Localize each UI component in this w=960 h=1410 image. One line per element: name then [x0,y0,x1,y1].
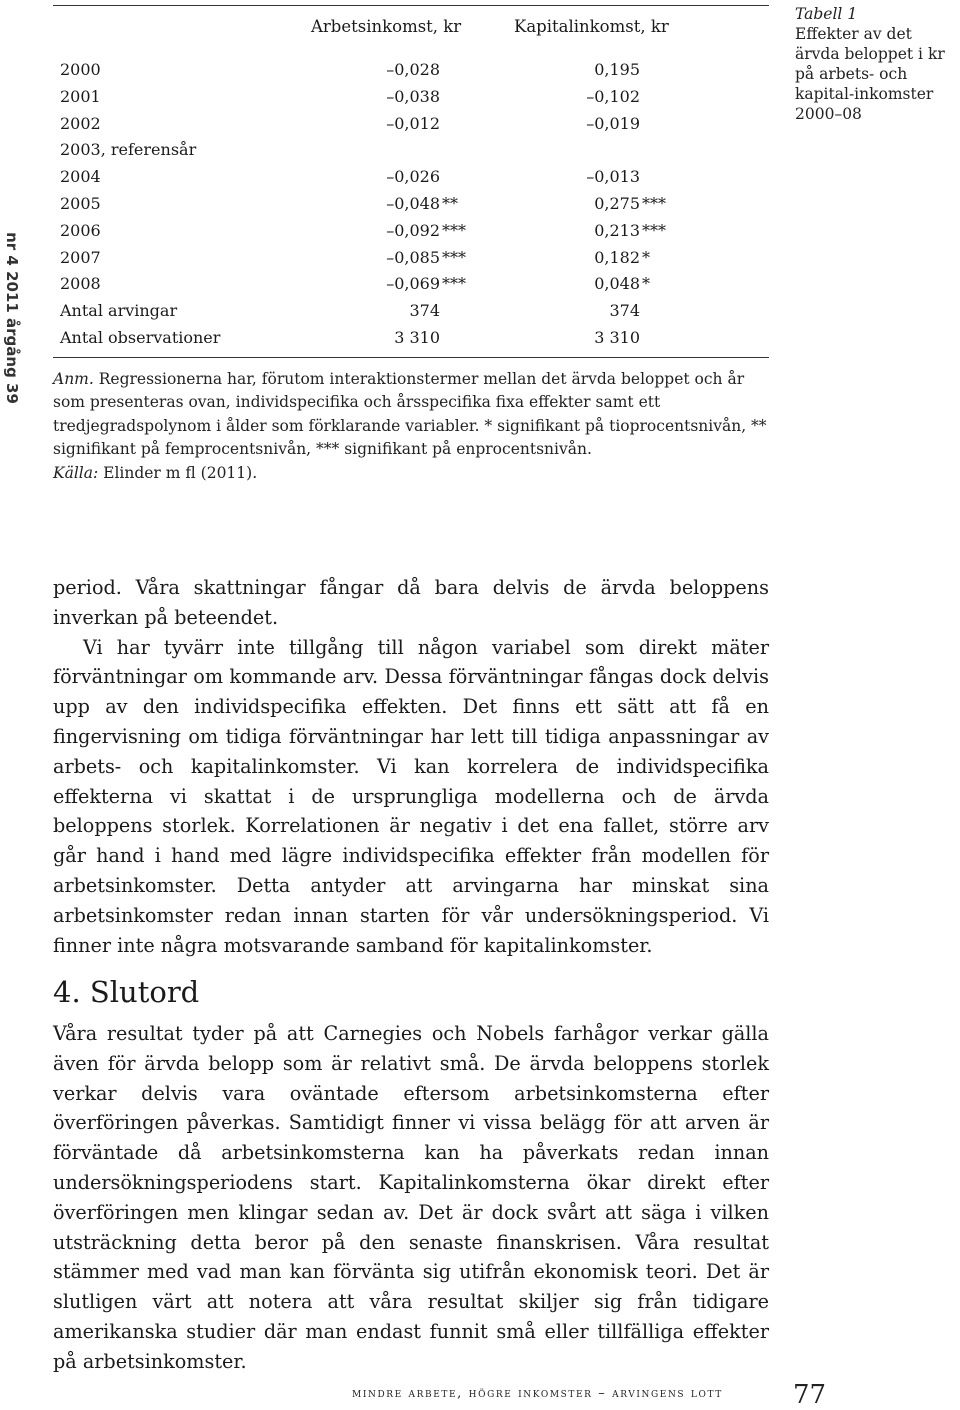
source-label: Källa: [53,463,99,482]
capital-income-significance: * [642,247,650,267]
row-label: 2005 [60,193,101,213]
labor-income-value: 3 310 [394,327,440,347]
labor-income-significance: ** [442,193,458,213]
labor-income-significance: *** [442,274,466,294]
labor-income-value: –0,026 [386,167,440,187]
capital-income-value: 0,195 [594,60,640,79]
note-label: Anm. [53,370,94,388]
table-note-source [53,462,769,485]
labor-income-value: –0,038 [386,86,440,106]
table-caption [795,4,960,124]
table-caption-text: Effekter av det ärvda beloppet i kr på arbets- och kapital-inkomster 2000–08 [795,25,945,123]
labor-income-value: –0,069 [386,274,440,294]
row-label: 2006 [60,220,101,240]
journal-issue-label: nr 4 2011 årgång 39 [3,232,21,404]
column-header-capital-income: Kapitalinkomst, kr [514,17,669,36]
table-row [60,271,760,298]
capital-income-value: –0,102 [586,86,640,106]
row-label: 2000 [60,60,101,79]
body-text [53,573,769,960]
capital-income-value: –0,013 [586,167,640,187]
table-row [60,84,760,111]
capital-income-value: 3 310 [594,327,640,347]
labor-income-significance: *** [442,220,466,240]
table-row [60,164,760,191]
table-caption-label: Tabell 1 [795,5,858,23]
labor-income-value: –0,048 [386,193,440,213]
body-paragraph-1: period. Våra skattningar fångar då bara delvis de ärvda beloppens inverkan på beteendet. [53,576,769,629]
table-row [60,111,760,138]
capital-income-value: –0,019 [586,113,640,133]
running-title: mindre arbete, högre inkomster – arvingens lott [352,1386,723,1401]
capital-income-value: 0,275 [594,193,640,213]
capital-income-value: 0,048 [594,274,640,294]
capital-income-value: 0,182 [594,247,640,267]
row-label: 2007 [60,247,101,267]
row-label: 2008 [60,274,101,294]
labor-income-value: –0,028 [386,60,440,79]
row-label: 2004 [60,167,101,187]
table-row [60,137,760,164]
table-row [60,298,760,325]
table-row [60,218,760,245]
row-label: 2001 [60,86,101,106]
regression-table [53,5,769,347]
table-row [60,245,760,272]
capital-income-significance: *** [642,220,666,240]
capital-income-significance: * [642,274,650,294]
section-heading: 4. Slutord [53,975,200,1009]
column-header-labor-income: Arbetsinkomst, kr [311,17,462,36]
row-label: Antal observationer [60,327,221,347]
row-label: 2002 [60,113,101,133]
table-note-remark [53,368,769,462]
row-label: 2003, referensår [60,140,197,160]
capital-income-value: 374 [609,301,640,321]
table-body [60,57,760,352]
source-text: Elinder m fl (2011). [98,463,258,482]
note-text: Regressionerna har, förutom interaktionstermer mellan det ärvda beloppet och år som presenteras ovan, individspecifika och årsspecifika fixa effekter samt ett tredjegradspolynom i ålder som förklarande variabler. * signifikant på tioprocentsnivån, ** signifikant på femprocentsnivån, *** signifikant på enprocentsnivån. [53,370,767,459]
table-bottom-rule [53,357,769,358]
labor-income-value: –0,012 [386,113,440,133]
labor-income-value: –0,085 [386,247,440,267]
labor-income-value: –0,092 [386,220,440,240]
table-note [53,368,769,485]
table-top-rule [53,5,769,6]
row-label: Antal arvingar [60,301,178,321]
labor-income-significance: *** [442,247,466,267]
table-row [60,325,760,352]
labor-income-value: 374 [409,301,440,321]
conclusion-paragraph: Våra resultat tyder på att Carnegies och Nobels farhågor verkar gälla även för ärvda belopp som är relativt små. De ärvda beloppens storlek verkar delvis vara oväntade eftersom arbetsinkomsterna efter överföringen påverkas. Samtidigt finner vi vissa belägg för att arven är förväntade då arbetsinkomsterna kan ha påverkats redan innan undersökningsperiodens start. Kapitalinkomsterna ökar direkt efter överföringen men klingar sedan av. Det är dock svårt att säga i vilken utsträckning detta beror på den senaste finanskrisen. Våra resultat stämmer med vad man kan förvänta sig utifrån ekonomisk teori. Det är slutligen värt att notera att våra resultat skiljer sig från tidigare amerikanska studier där man endast funnit små eller tillfälliga effekter på arbetsinkomster. [53,1022,769,1373]
body-paragraph-2: Vi har tyvärr inte tillgång till någon variabel som direkt mäter förväntningar om kommande arv. Dessa förväntningar fångas dock delvis upp av den individspecifika effekten. Det finns ett sätt att få en fingervisning om tidiga förväntningar har lett till tidiga anpassningar av arbets- och kapitalinkomster. Vi kan korrelera de individspecifika effekterna vi skattat i de ursprungliga modellerna och de ärvda beloppens storlek. Korrelationen är negativ i det ena fallet, större arv går hand i hand med lägre individspecifika effekter från modellen för arbetsinkomster. Detta antyder att arvingarna har minskat sina arbetsinkomster redan innan starten för vår undersökningsperiod. Vi finner inte några motsvarande samband för kapitalinkomster. [53,635,769,957]
capital-income-value: 0,213 [594,220,640,240]
capital-income-significance: *** [642,193,666,213]
table-row [60,191,760,218]
conclusion-text [53,1019,769,1377]
table-row [60,57,760,84]
page-number: 77 [793,1380,827,1410]
